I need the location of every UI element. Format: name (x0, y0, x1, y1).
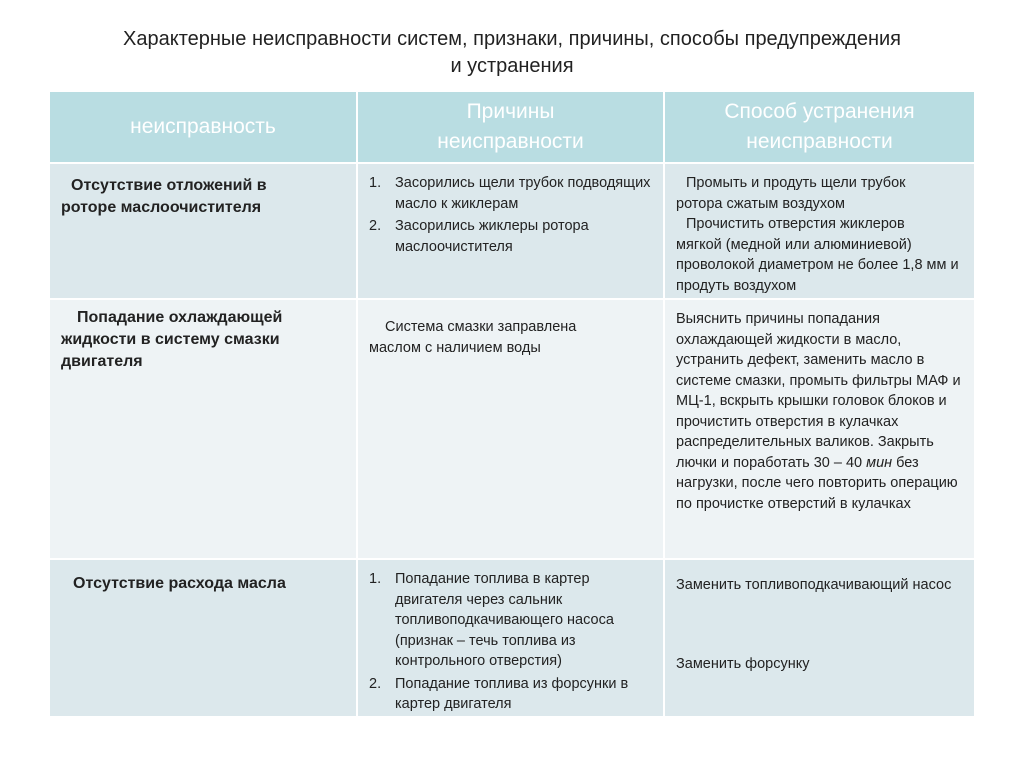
header-fault: неисправность (50, 92, 357, 163)
fault-cell: Попадание охлаждающей жидкости в систему смазки двигателя (50, 299, 357, 559)
page-title (40, 26, 984, 80)
cause-item: 2. Засорились жиклеры ротора маслоочистителя (369, 218, 589, 255)
faults-table (50, 92, 974, 716)
table-row (50, 299, 974, 559)
header-causes: Причины неисправности (357, 92, 664, 163)
table-header-row (50, 92, 974, 163)
fix-cell: Выяснить причины попадания охлаждающей жидкости в масло, устранить дефект, заменить масло в системе смазки, промыть фильтры МАФ и МЦ-1, вскрыть крышки головок блоков и прочистить отверстия в кулачках распределительных валиков. Закрыть лючки и поработать 30 – 40 мин без нагрузки, после чего повторить операцию по прочистке отверстий в кулачках (664, 299, 974, 559)
table-row (50, 163, 974, 299)
header-fix: Способ устранения неисправности (664, 92, 974, 163)
fault-cell: Отсутствие расхода масла (50, 559, 357, 716)
causes-cell (357, 163, 664, 299)
fault-cell: Отсутствие отложений в роторе маслоочистителя (50, 163, 357, 299)
table-row (50, 559, 974, 716)
page-title-line1: Характерные неисправности систем, признаки, причины, способы предупреждения (123, 28, 901, 50)
causes-cell (357, 559, 664, 716)
cause-item: 1. Засорились щели трубок подводящих масло к жиклерам (369, 175, 651, 212)
causes-cell: Система смазки заправлена маслом с наличием воды (357, 299, 664, 559)
page-title-line2: и устранения (450, 55, 574, 77)
fix-cell: Промыть и продуть щели трубок ротора сжатым воздухом Прочистить отверстия жиклеров мягкой (медной или алюминиевой) проволокой диаметром не более 1,8 мм и продуть воздухом (664, 163, 974, 299)
cause-item: 1. Попадание топлива в картер двигателя через сальник топливоподкачивающего насоса (признак – течь топлива из контрольного отверстия) (369, 571, 614, 669)
fix-cell: Заменить топливоподкачивающий насос Заменить форсунку (664, 559, 974, 716)
cause-item: 2. Попадание топлива из форсунки в картер двигателя (369, 675, 629, 712)
time-unit: мин (866, 454, 893, 471)
